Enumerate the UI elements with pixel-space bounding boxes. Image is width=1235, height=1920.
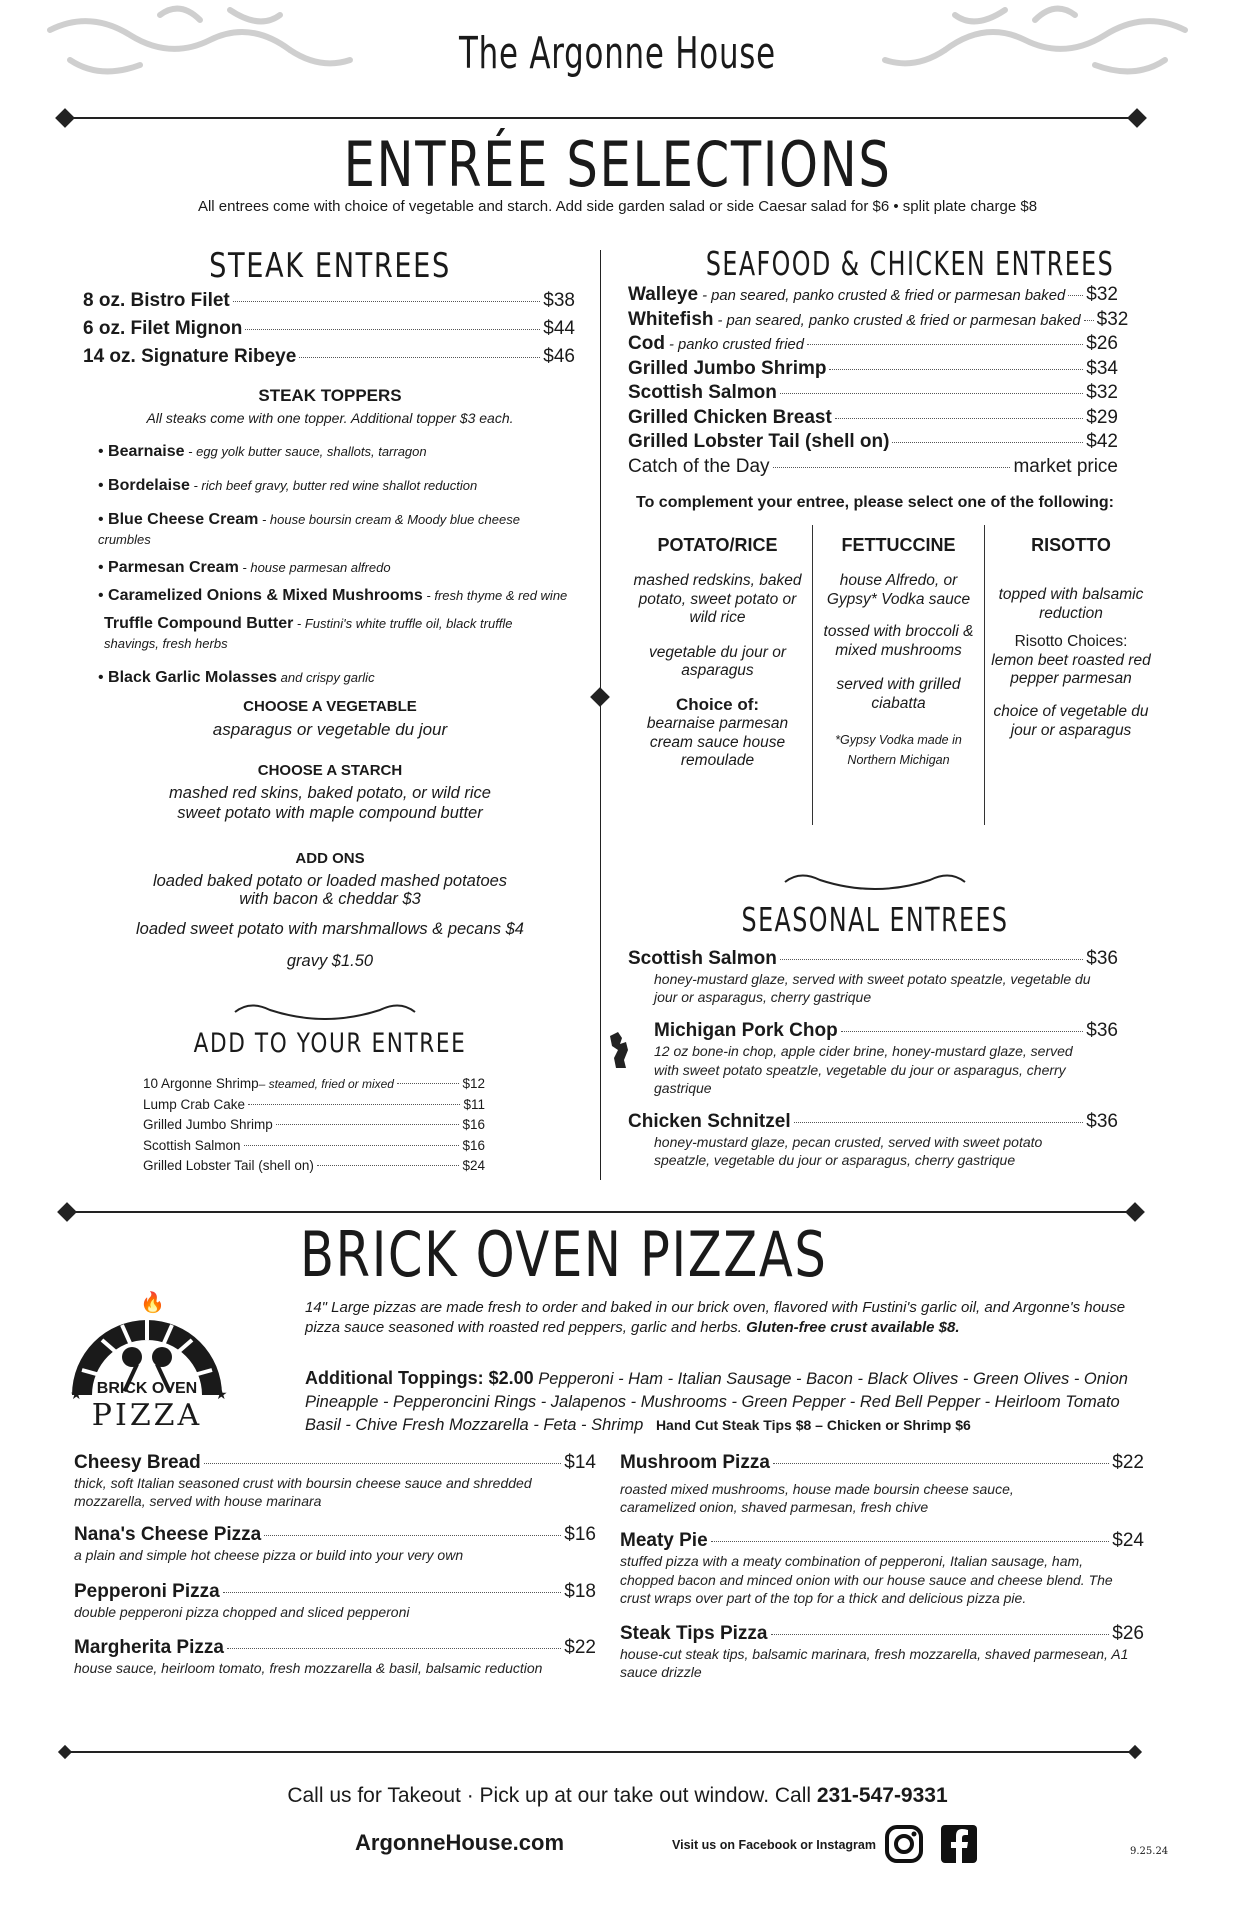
risotto-choices-label: Risotto Choices: [1014, 633, 1128, 651]
logo-pizza: PIZZA [91, 1398, 203, 1433]
add-to-entree-list [143, 1076, 485, 1179]
starch-text-2: sweet potato with maple compound butter [177, 804, 483, 822]
fettuccine-column [815, 535, 982, 770]
star-icon: ★ [70, 1386, 83, 1402]
seasonal-desc: 12 oz bone-in chop, apple cider brine, honey-mustard glaze, served with sweet potato speatzle, vegetable du jour or asparagus, cherry gastrique [654, 1043, 1073, 1096]
toppers-note: All steaks come with one topper. Additional topper $3 each. [146, 410, 514, 426]
pizza-item: Pepperoni Pizza $18 [74, 1580, 596, 1602]
section-title: ENTRÉE SELECTIONS [343, 128, 892, 201]
seafood-list [628, 284, 1129, 480]
topper-item: Truffle Compound Butter - Fustini's white truffle oil, black truffle shavings, fresh herbs [104, 615, 513, 651]
pizza-list-right [620, 1452, 1144, 1681]
fettuccine-ciabatta: served with grilled ciabatta [836, 676, 961, 712]
toppers-list [98, 442, 568, 696]
restaurant-name: The Argonne House [459, 28, 776, 79]
pizza-heading: BRICK OVEN PIZZAS [300, 1218, 828, 1291]
pizza-item: Mushroom Pizza $22 [620, 1452, 1144, 1473]
vegetable-heading: CHOOSE A VEGETABLE [243, 698, 417, 715]
star-icon: ★ [215, 1386, 228, 1402]
topper-item: • Blue Cheese Cream - house boursin cream & Moody blue cheese crumbles [98, 511, 520, 547]
pizza-list-left [74, 1452, 596, 1677]
facebook-icon[interactable] [940, 1824, 978, 1864]
topper-item: • Bearnaise - egg yolk butter sauce, shallots, tarragon [98, 443, 427, 460]
steak-item: 8 oz. Bistro Filet $38 [83, 290, 575, 311]
addon-item: 10 Argonne Shrimp – steamed, fried or mixed $12 [143, 1076, 485, 1091]
seafood-item: Grilled Lobster Tail (shell on) $42 [628, 431, 1118, 452]
ornament-right [1128, 1745, 1142, 1759]
ornament-right [1127, 108, 1147, 128]
header-divider [65, 117, 1135, 119]
seasonal-desc: honey-mustard glaze, served with sweet potato speatzle, vegetable du jour or asparagus, cherry gastrique [654, 971, 1091, 1006]
instagram-icon[interactable] [884, 1824, 924, 1864]
pizza-item: Meaty Pie $24 [620, 1530, 1144, 1552]
logo-brick-oven: BRICK OVEN [96, 1380, 198, 1397]
choice-of-text: bearnaise parmesan cream sauce house remoulade [646, 714, 789, 770]
seasonal-item: Chicken Schnitzel $36 [628, 1110, 1118, 1132]
steak-item: 6 oz. Filet Mignon $44 [83, 318, 575, 339]
pizza-intro: 14" Large pizzas are made fresh to order and baked in our brick oven, flavored with Fustini's garlic oil, and Argonne's house pizza sauce seasoned with roasted red peppers, garlic and herbs. Gluten-free crust available $8. [305, 1299, 1126, 1336]
fettuccine-broccoli: tossed with broccoli & mixed mushrooms [823, 623, 974, 659]
addons-text-4: gravy $1.50 [286, 952, 374, 970]
seasonal-heading: SEASONAL ENTREES [741, 900, 1009, 939]
entree-subtitle: All entrees come with choice of vegetable and starch. Add side garden salad or side Caesar salad for $6 • split plate charge $8 [197, 198, 1038, 215]
seasonal-item: Michigan Pork Chop $36 [654, 1020, 1118, 1042]
risotto-column [987, 535, 1155, 740]
pizza-desc: house-cut steak tips, balsamic marinara, fresh mozzarella, shaved parmesean, A1 sauce drizzle [620, 1645, 1129, 1681]
divider-ornament [590, 687, 610, 707]
date-code: 9.25.24 [1130, 1846, 1169, 1857]
starch-heading: CHOOSE A STARCH [257, 762, 403, 779]
seafood-item: Grilled Chicken Breast $29 [628, 406, 1118, 428]
center-divider [600, 250, 601, 1180]
add-to-entree-heading: ADD TO YOUR ENTREE [193, 1028, 467, 1059]
seafood-item: Whitefish - pan seared, panko crusted & fried or parmesan baked $32 [628, 308, 1129, 330]
seafood-item: Cod - panko crusted fried $26 [628, 333, 1118, 354]
risotto-heading: RISOTTO [1031, 535, 1111, 555]
seafood-item: Scottish Salmon $32 [628, 382, 1118, 403]
complement-note: To complement your entree, please select one of the following: [635, 494, 1114, 511]
risotto-veg: choice of vegetable du jour or asparagus [993, 702, 1149, 739]
seafood-heading: SEAFOOD & CHICKEN ENTREES [705, 244, 1115, 283]
addon-item: Lump Crab Cake $11 [143, 1096, 485, 1112]
addons-text-1: loaded baked potato or loaded mashed potatoes [152, 872, 508, 890]
steak-list [83, 290, 575, 374]
flourish-divider [780, 868, 970, 890]
fettuccine-text: house Alfredo, or Gypsy* Vodka sauce [826, 572, 971, 608]
website-link[interactable]: ArgonneHouse.com [355, 1830, 565, 1855]
topper-item: • Bordelaise - rich beef gravy, butter red wine shallot reduction [98, 477, 478, 494]
pizza-desc: thick, soft Italian seasoned crust with boursin cheese sauce and shredded mozzarella, served with house marinara [74, 1475, 532, 1510]
pizza-desc: roasted mixed mushrooms, house made boursin cheese sauce, caramelized onion, shaved parmesan, fresh chive [620, 1481, 1014, 1516]
addons-heading: ADD ONS [295, 850, 365, 867]
potato-rice-text: mashed redskins, baked potato, sweet potato or wild rice [633, 572, 802, 627]
potato-rice-column [625, 535, 810, 771]
risotto-text: topped with balsamic reduction [998, 586, 1144, 622]
pizza-desc: house sauce, heirloom tomato, fresh mozzarella & basil, balsamic reduction [74, 1659, 543, 1676]
pizza-desc: double pepperoni pizza chopped and sliced pepperoni [74, 1603, 410, 1620]
pizza-desc: a plain and simple hot cheese pizza or build into your very own [74, 1547, 464, 1564]
steak-item: 14 oz. Signature Ribeye $46 [83, 346, 575, 367]
seafood-item: Catch of the Day market price [628, 455, 1118, 477]
seasonal-desc: honey-mustard glaze, pecan crusted, served with sweet potato speatzle, vegetable du jour or asparagus, cherry gastrique [654, 1133, 1043, 1169]
steak-heading: STEAK ENTREES [209, 246, 451, 286]
phone-number[interactable]: 231-547-9331 [816, 1784, 948, 1807]
fettuccine-heading: FETTUCCINE [841, 535, 956, 555]
risotto-choices: lemon beet roasted red pepper parmesan [991, 651, 1151, 688]
column-divider [984, 525, 985, 825]
starch-text-1: mashed red skins, baked potato, or wild rice [169, 784, 491, 802]
seafood-item: Grilled Jumbo Shrimp $34 [628, 357, 1118, 379]
pizza-item: Steak Tips Pizza $26 [620, 1622, 1144, 1644]
topper-item: • Parmesan Cream - house parmesan alfredo [98, 559, 391, 576]
pizza-item: Cheesy Bread $14 [74, 1452, 596, 1473]
toppers-heading: STEAK TOPPERS [258, 386, 402, 405]
addons-text-2: with bacon & cheddar $3 [239, 890, 421, 908]
addon-item: Grilled Lobster Tail (shell on) $24 [143, 1158, 485, 1173]
flourish-divider [230, 998, 420, 1020]
michigan-icon [608, 1030, 636, 1070]
pizza-desc: stuffed pizza with a meaty combination of pepperoni, Italian sausage, ham, chopped bacon and minced onion with our house sauce and cheese blend. The crust wraps over part of the top for a thick and delicious pizza pie. [620, 1553, 1113, 1606]
choice-of-label: Choice of: [675, 694, 760, 714]
seasonal-item: Scottish Salmon $36 [628, 948, 1118, 969]
footer-divider [66, 1751, 1134, 1753]
ornament-right [1125, 1202, 1145, 1222]
potato-rice-heading: POTATO/RICE [657, 535, 778, 555]
addon-item: Scottish Salmon $16 [143, 1137, 485, 1153]
flame-icon: 🔥 [140, 1292, 165, 1314]
potato-rice-veg: vegetable du jour or asparagus [648, 643, 786, 680]
pizza-item: Nana's Cheese Pizza $16 [74, 1524, 596, 1546]
column-divider [812, 525, 813, 825]
gypsy-vodka-note: *Gypsy Vodka made in Northern Michigan [835, 732, 962, 767]
takeout-info: Call us for Takeout · Pick up at our take out window. Call 231-547-9331 [287, 1784, 948, 1807]
pizza-item: Margherita Pizza $22 [74, 1636, 596, 1658]
seafood-item: Walleye - pan seared, panko crusted & fried or parmesan baked $32 [628, 284, 1118, 305]
addon-item: Grilled Jumbo Shrimp $16 [143, 1117, 485, 1132]
topper-item: • Black Garlic Molasses and crispy garlic [98, 669, 375, 686]
pizza-divider [68, 1211, 1133, 1213]
vegetable-text: asparagus or vegetable du jour [212, 720, 448, 739]
pizza-toppings: Additional Toppings: $2.00 Pepperoni - Ham - Italian Sausage - Bacon - Black Olives - Green Olives - Onion Pineapple - Pepperoncini Rings - Jalapenos - Mushrooms - Green Pepper - Red Bell Pepper - Heirloom Tomato Basil - Chive Fresh Mozzarella - Feta - Shrimp Hand Cut Steak Tips $8 – Chicken or Shrimp $6 [305, 1368, 1128, 1435]
seasonal-list [628, 948, 1118, 1169]
social-text: Visit us on Facebook or Instagram [672, 1838, 876, 1852]
topper-item: • Caramelized Onions & Mixed Mushrooms - fresh thyme & red wine [98, 587, 568, 604]
addons-text-3: loaded sweet potato with marshmallows & pecans $4 [136, 920, 524, 938]
